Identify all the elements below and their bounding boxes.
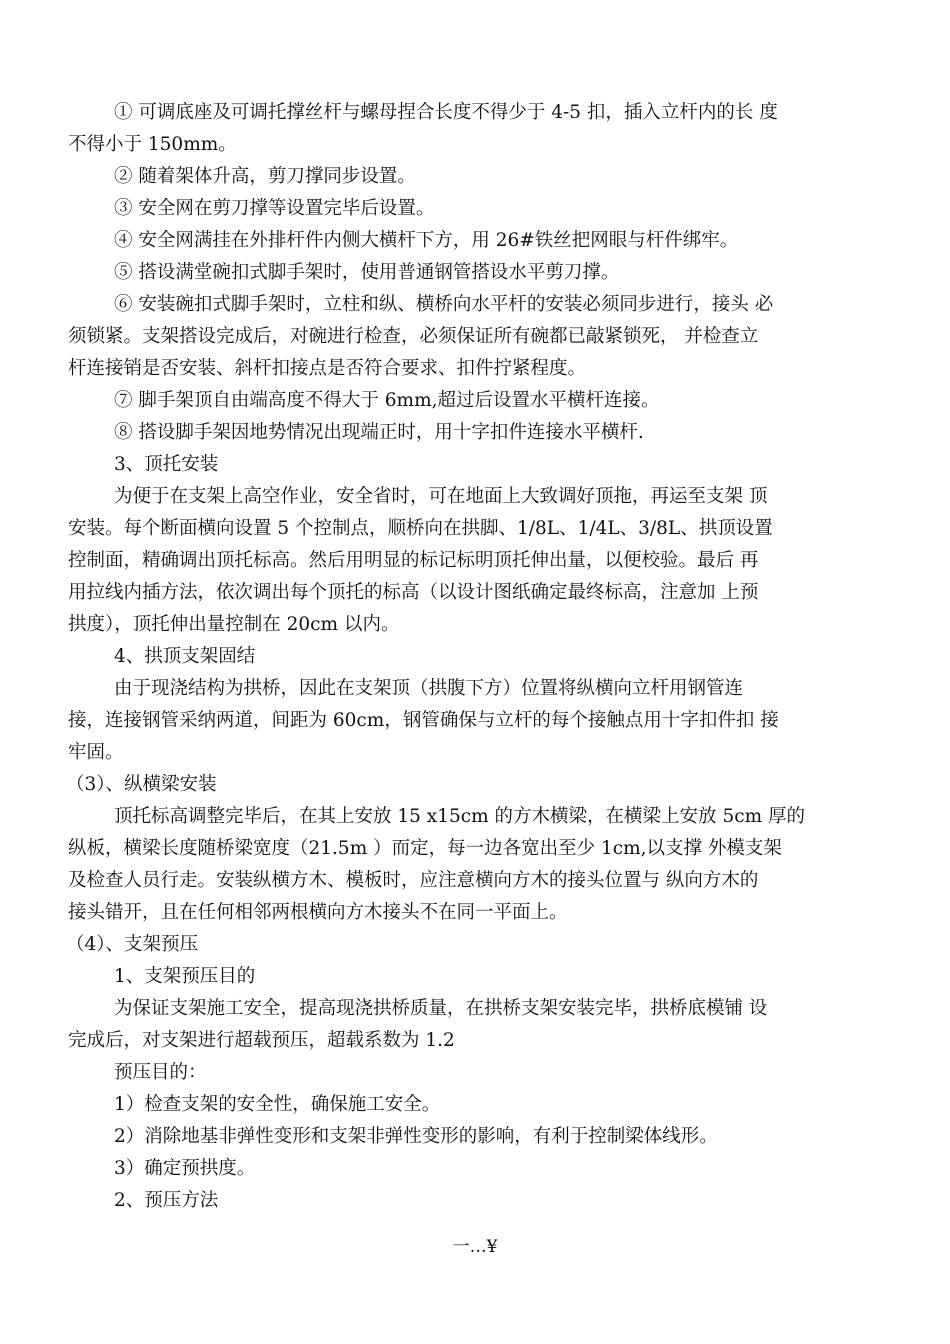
text-line: 完成后，对支架进行超载预压，超载系数为 1.2	[68, 1030, 455, 1051]
page-footer: 一…¥	[452, 1237, 498, 1257]
text-line: 为便于在支架上高空作业，安全省时，可在地面上大致调好顶拖，再运至支架 顶	[114, 486, 768, 507]
text-line: 控制面，精确调出顶托标高。然后用明显的标记标明顶托伸出量，以便校验。最后 再	[68, 550, 759, 571]
text-line: ② 随着架体升高，剪刀撑同步设置。	[114, 166, 416, 187]
text-line: ⑤ 搭设满堂碗扣式脚手架时，使用普通钢管搭设水平剪刀撑。	[114, 262, 620, 283]
text-line: ⑦ 脚手架顶自由端高度不得大于 6mm,超过后设置水平横杆连接。	[114, 390, 660, 411]
section-heading: 1、支架预压目的	[114, 966, 256, 987]
section-heading: （4）、支架预压	[66, 934, 199, 955]
text-line: 须锁紧。支架搭设完成后，对碗进行检查，必须保证所有碗都已敲紧锁死， 并检查立	[68, 326, 759, 347]
text-line: ④ 安全网满挂在外排杆件内侧大横杆下方，用 26#铁丝把网眼与杆件绑牢。	[114, 230, 739, 251]
text-line: 接头错开，且在任何相邻两根横向方木接头不在同一平面上。	[68, 902, 568, 923]
section-heading: 3、顶托安装	[114, 454, 219, 475]
list-item: 3）确定预拱度。	[114, 1158, 256, 1179]
text-line: 用拉线内插方法，依次调出每个顶托的标高（以设计图纸确定最终标高，注意加 上预	[68, 582, 759, 603]
text-line: 安装。每个断面横向设置 5 个控制点，顺桥向在拱脚、1/8L、1/4L、3/8L、拱顶设置	[68, 518, 773, 539]
text-line: ③ 安全网在剪刀撑等设置完毕后设置。	[114, 198, 435, 219]
text-line: 为保证支架施工安全，提高现浇拱桥质量，在拱桥支架安装完毕，拱桥底模铺 设	[114, 998, 768, 1019]
list-item: 2）消除地基非弹性变形和支架非弹性变形的影响，有利于控制梁体线形。	[114, 1126, 718, 1147]
text-line: 及检查人员行走。安装纵横方木、模板时，应注意横向方木的接头位置与 纵向方木的	[68, 870, 759, 891]
text-line: 纵板，横梁长度随桥梁宽度（21.5m ）而定，每一边各宽出至少 1cm,以支撑 外模支架	[68, 838, 782, 859]
text-line: ① 可调底座及可调托撑丝杆与螺母捏合长度不得少于 4-5 扣，插入立杆内的长 度	[114, 102, 778, 123]
text-line: 牢固。	[68, 742, 124, 763]
text-line: 拱度），顶托伸出量控制在 20cm 以内。	[68, 614, 400, 635]
text-line: ⑧ 搭设脚手架因地势情况出现端正时，用十字扣件连接水平横杆.	[114, 422, 644, 443]
section-heading: （3）、纵横梁安装	[66, 774, 217, 795]
section-heading: 4、拱顶支架固结	[114, 646, 256, 667]
text-line: 由于现浇结构为拱桥，因此在支架顶（拱腹下方）位置将纵横向立杆用钢管连	[114, 678, 744, 699]
text-line: ⑥ 安装碗扣式脚手架时，立柱和纵、横桥向水平杆的安装必须同步进行，接头 必	[114, 294, 774, 315]
text-line: 预压目的：	[114, 1062, 207, 1083]
text-line: 顶托标高调整完毕后，在其上安放 15 x15cm 的方木横梁，在横梁上安放 5cm 厚的	[114, 806, 805, 827]
text-line: 不得小于 150mm。	[68, 134, 237, 155]
list-item: 1）检查支架的安全性，确保施工安全。	[114, 1094, 441, 1115]
section-heading: 2、预压方法	[114, 1190, 219, 1211]
text-line: 杆连接销是否安装、斜杆扣接点是否符合要求、扣件拧紧程度。	[68, 358, 587, 379]
text-line: 接，连接钢管采纳两道，间距为 60cm，钢管确保与立杆的每个接触点用十字扣件扣 接	[68, 710, 779, 731]
